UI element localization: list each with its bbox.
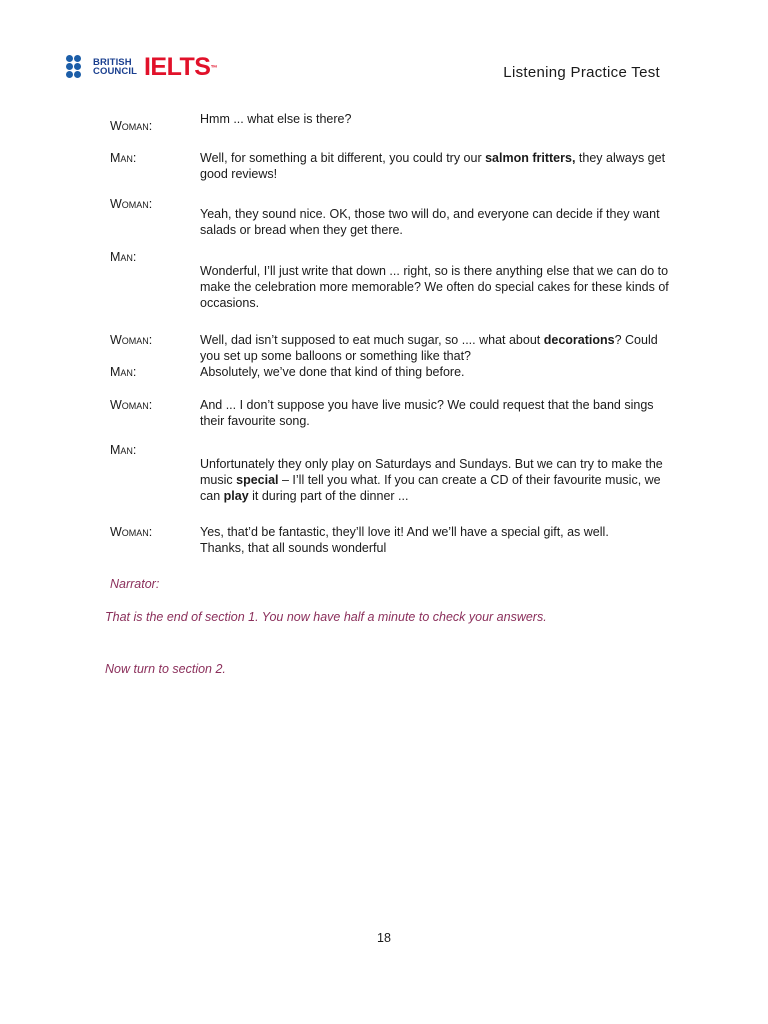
british-council-wordmark: BRITISH COUNCIL	[93, 57, 137, 77]
ielts-wordmark: IELTS™	[143, 53, 217, 81]
dialogue-line: Hmm ... what else is there?	[200, 112, 352, 126]
narrator-end-line: That is the end of section 1. You now have half a minute to check your answers.	[105, 610, 547, 624]
speaker-label: Man:	[110, 443, 137, 457]
speaker-label: Man:	[110, 250, 137, 264]
dialogue-line: Unfortunately they only play on Saturdays and Sundays. But we can try to make the music special – I’ll tell you what. If you can create a CD of their favourite music, we can play it during part of the dinner ...	[200, 457, 663, 503]
british-council-ielts-logo	[66, 54, 217, 80]
speaker-label: Woman:	[110, 197, 153, 211]
dialogue-line: Yeah, they sound nice. OK, those two will do, and everyone can decide if they want salads or bread when they get there.	[200, 207, 660, 237]
answer-keyword: salmon fritters,	[485, 151, 576, 165]
dialogue-line: Absolutely, we’ve done that kind of thing before.	[200, 365, 465, 379]
answer-keyword: special	[236, 473, 279, 487]
dialogue-line: Wonderful, I’ll just write that down ... right, so is there anything else that we can do to make the celebration more memorable? We often do special cakes for these kinds of occasions.	[200, 264, 669, 310]
dialogue-line: Well, dad isn’t supposed to eat much sugar, so .... what about decorations? Could you set up some balloons or something like that?	[200, 333, 658, 363]
answer-keyword: decorations	[543, 333, 615, 347]
speaker-label: Woman:	[110, 525, 153, 539]
page-number: 18	[377, 931, 391, 945]
speaker-label: Man:	[110, 151, 137, 165]
speaker-label: Woman:	[110, 398, 153, 412]
dialogue-line: Yes, that’d be fantastic, they’ll love it! And we’ll have a special gift, as well. Thanks, that all sounds wonderful	[200, 525, 609, 555]
dialogue-line: Well, for something a bit different, you could try our salmon fritters, they always get good reviews!	[200, 151, 666, 181]
narrator-label: Narrator:	[110, 577, 160, 591]
narrator-next-line: Now turn to section 2.	[105, 662, 226, 676]
speaker-label: Woman:	[110, 333, 153, 347]
answer-keyword: play	[223, 489, 249, 503]
speaker-label: Woman:	[110, 119, 153, 133]
british-council-dots-icon	[66, 55, 90, 79]
speaker-label: Man:	[110, 365, 137, 379]
dialogue-line: And ... I don’t suppose you have live music? We could request that the band sings their favourite song.	[200, 398, 654, 428]
page-title: Listening Practice Test	[503, 64, 660, 81]
